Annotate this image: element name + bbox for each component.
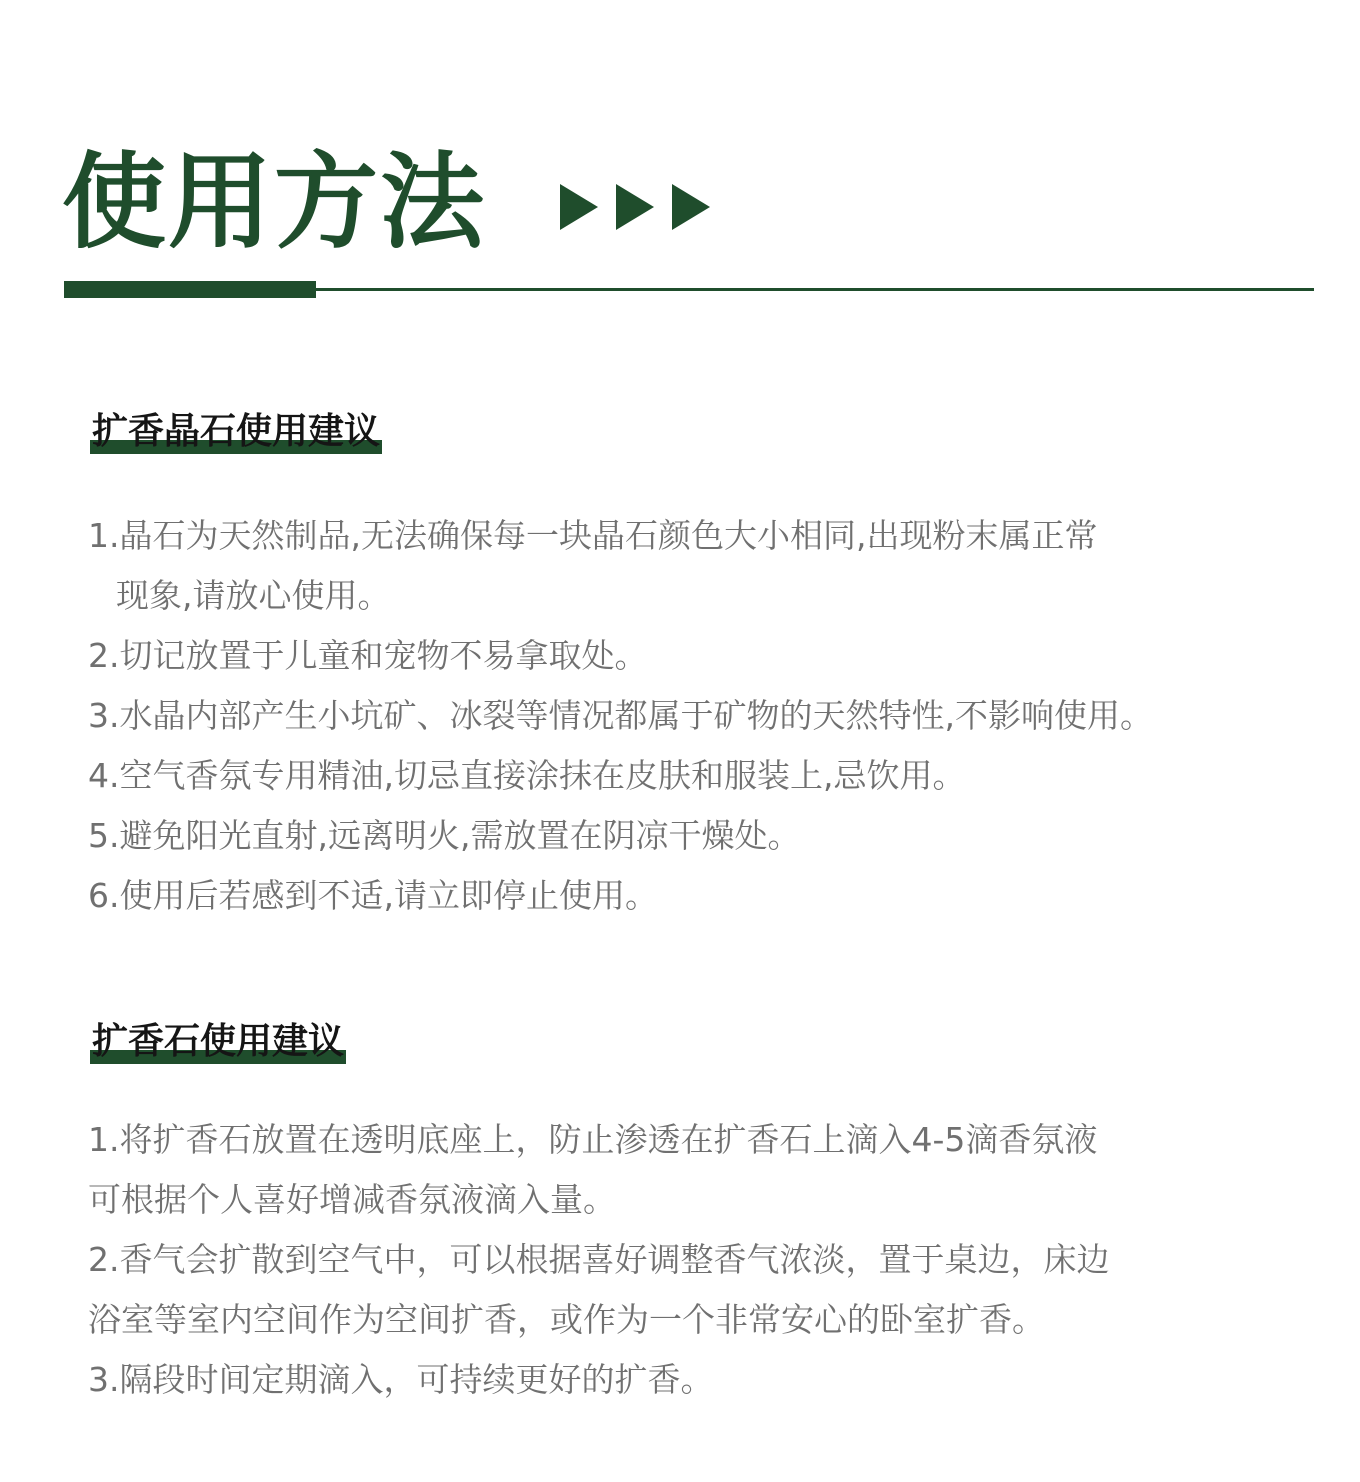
list-item (88, 686, 1153, 746)
list-item-continuation: 现象,请放心使用。 (116, 576, 391, 615)
list-item (88, 866, 1153, 926)
list-item-text: 1.晶石为天然制品,无法确保每一块晶石颜色大小相同,出现粉末属正常 (88, 516, 1098, 555)
list-item (88, 506, 1153, 626)
title-arrows (560, 184, 710, 232)
crystal-usage-list (88, 506, 1153, 926)
section-heading-crystal: 扩香晶石使用建议 (92, 411, 381, 452)
list-item-text: 3.水晶内部产生小坑矿、冰裂等情况都属于矿物的天然特性,不影响使用。 (88, 696, 1153, 735)
list-item-text: 4.空气香氛专用精油,切忌直接涂抹在皮肤和服装上,忌饮用。 (88, 756, 966, 795)
section-heading-stone: 扩香石使用建议 (92, 1021, 345, 1062)
list-item (88, 1350, 1110, 1410)
list-item-text: 2.切记放置于儿童和宠物不易拿取处。 (88, 636, 648, 675)
page-title: 使用方法 (62, 141, 487, 263)
list-item-text: 5.避免阳光直射,远离明火,需放置在阴凉干燥处。 (88, 816, 801, 855)
list-item-text: 6.使用后若感到不适,请立即停止使用。 (88, 876, 658, 915)
list-item (88, 806, 1153, 866)
play-arrow-icon (560, 184, 598, 230)
list-item (88, 746, 1153, 806)
list-item (88, 1230, 1110, 1350)
stone-usage-list (88, 1110, 1110, 1410)
list-item-continuation: 浴室等室内空间作为空间扩香，或作为一个非常安心的卧室扩香。 (88, 1300, 1045, 1339)
list-item-text: 1.将扩香石放置在透明底座上，防止渗透在扩香石上滴入4-5滴香氛液 (88, 1120, 1098, 1159)
list-item (88, 626, 1153, 686)
list-item-continuation: 可根据个人喜好增减香氛液滴入量。 (88, 1180, 616, 1219)
list-item-text: 3.隔段时间定期滴入，可持续更好的扩香。 (88, 1360, 714, 1399)
play-arrow-icon (616, 184, 654, 230)
list-item-text: 2.香气会扩散到空气中，可以根据喜好调整香气浓淡，置于桌边，床边 (88, 1240, 1110, 1279)
title-divider-accent (64, 281, 316, 298)
list-item (88, 1110, 1110, 1230)
play-arrow-icon (672, 184, 710, 230)
